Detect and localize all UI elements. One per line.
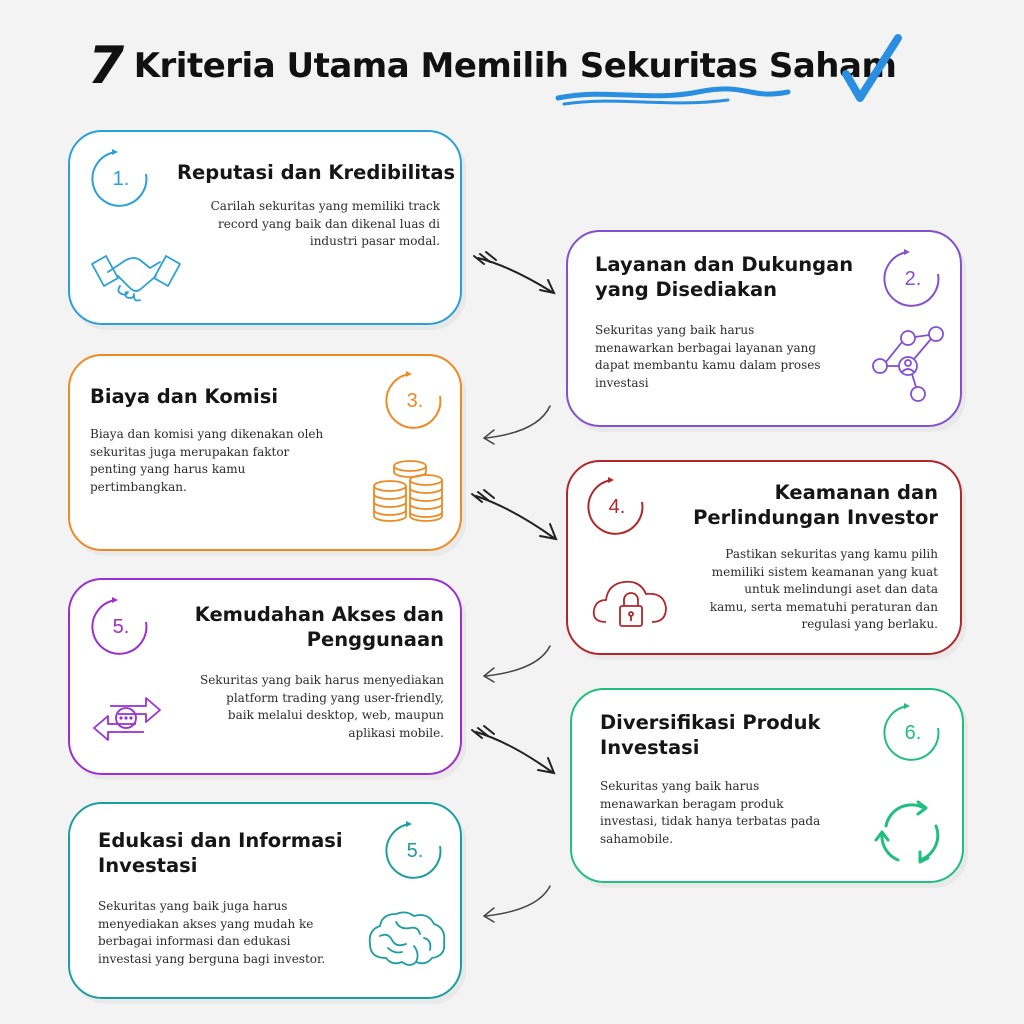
card-6-title: Diversifikasi Produk Investasi xyxy=(600,711,821,759)
cloud-lock-icon xyxy=(590,574,670,634)
card-3-desc: Biaya dan komisi yang dikenakan oleh sekuritas juga merupakan faktor penting yang harus kamu pertimbangkan. xyxy=(90,427,324,494)
card-6 xyxy=(570,688,964,883)
card-1 xyxy=(68,130,462,325)
card-3 xyxy=(68,354,462,551)
card-4 xyxy=(566,460,962,655)
card-2-number: 2. xyxy=(904,268,922,290)
title-number: 7 xyxy=(88,36,124,96)
card-4-badge xyxy=(582,472,652,542)
card-6-number: 6. xyxy=(904,722,922,744)
card-4-desc: Pastikan sekuritas yang kamu pilih memiliki sistem keamanan yang kuat untuk melindungi aset dan data kamu, serta mematuhi peraturan dan regulasi yang berlaku. xyxy=(709,547,938,631)
card-3-badge xyxy=(380,366,450,436)
brain-icon xyxy=(366,908,448,970)
handshake-icon xyxy=(90,250,182,308)
card-3-title: Biaya dan Komisi xyxy=(90,385,279,408)
card-1-desc: Carilah sekuritas yang memiliki track record yang baik dan dikenal luas di industri pasar modal. xyxy=(210,199,440,248)
checkmark-icon xyxy=(846,38,898,98)
network-people-icon xyxy=(868,324,948,404)
coins-stack-icon xyxy=(370,456,450,532)
title-decoration xyxy=(88,30,948,110)
card-7-title: Edukasi dan Informasi Investasi xyxy=(98,829,343,877)
card-1-badge xyxy=(86,144,156,214)
card-6-desc: Sekuritas yang baik harus menawarkan beragam produk investasi, tidak hanya terbatas pada sahamobile. xyxy=(600,779,821,846)
title-text: Kriteria Utama Memilih Sekuritas Saham xyxy=(133,46,897,86)
card-7 xyxy=(68,802,462,999)
card-2 xyxy=(566,230,962,427)
card-7-badge xyxy=(380,816,450,886)
card-5 xyxy=(68,578,462,775)
arrow-right-1 xyxy=(470,250,560,300)
card-1-number: 1. xyxy=(112,168,130,190)
card-5-badge xyxy=(86,592,156,662)
card-2-badge xyxy=(878,244,948,314)
arrow-left-2 xyxy=(478,640,558,690)
card-7-number: 5. xyxy=(406,840,424,862)
card-1-title: Reputasi dan Kredibilitas xyxy=(177,161,456,184)
underline-squiggle xyxy=(558,89,788,98)
title-area xyxy=(88,30,948,110)
card-5-desc: Sekuritas yang baik harus menyediakan platform trading yang user-friendly, baik melalui desktop, web, maupun aplikasi mobile. xyxy=(199,673,444,740)
arrow-right-3 xyxy=(468,724,560,780)
card-2-title: Layanan dan Dukungan yang Disediakan xyxy=(595,253,854,301)
card-5-title: Kemudahan Akses dan Penggunaan xyxy=(194,603,444,651)
card-3-number: 3. xyxy=(406,390,424,412)
arrow-right-2 xyxy=(468,488,564,546)
card-6-badge xyxy=(878,698,948,768)
card-5-number: 5. xyxy=(112,616,130,638)
arrow-left-3 xyxy=(478,880,558,930)
arrow-left-1 xyxy=(478,402,558,452)
card-7-desc: Sekuritas yang baik juga harus menyediakan akses yang mudah ke berbagai informasi dan edukasi investasi yang berguna bagi investor. xyxy=(98,899,326,966)
card-4-number: 4. xyxy=(608,496,626,518)
card-2-desc: Sekuritas yang baik harus menawarkan berbagai layanan yang dapat membantu kamu dalam proses investasi xyxy=(595,323,821,390)
recycle-arrows-icon xyxy=(872,796,948,870)
exchange-arrows-icon xyxy=(90,688,164,750)
card-4-title: Keamanan dan Perlindungan Investor xyxy=(693,481,938,529)
